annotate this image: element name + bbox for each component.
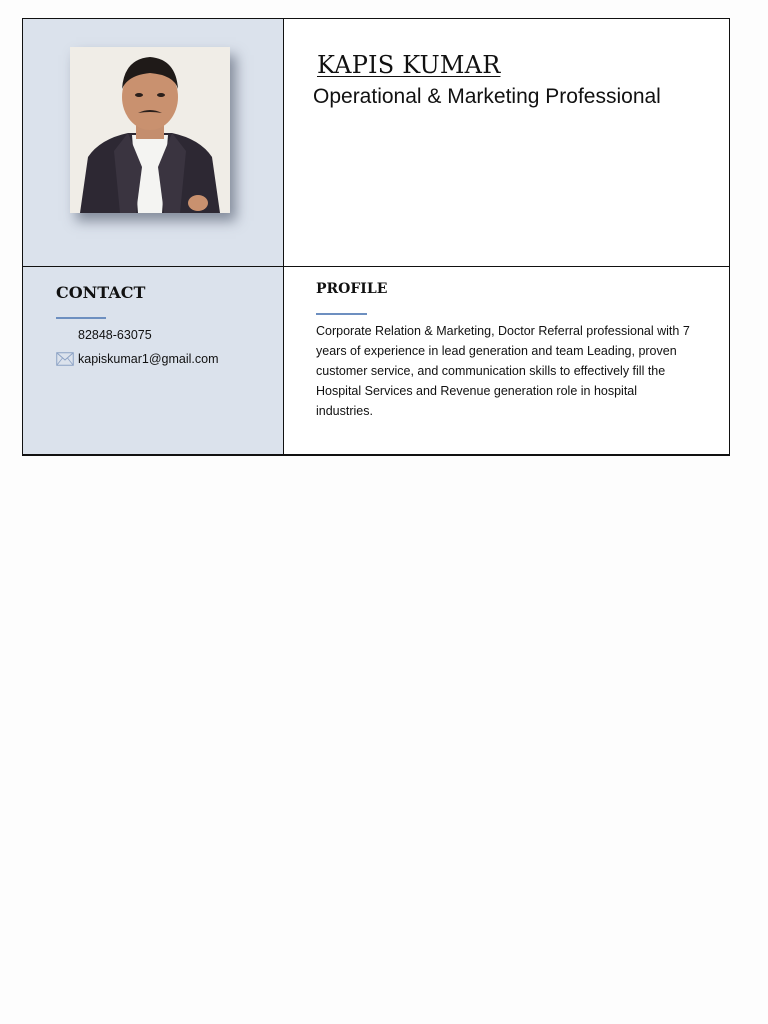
profile-photo-illustration — [70, 47, 230, 213]
profile-heading-rule — [316, 313, 367, 315]
contact-heading: CONTACT — [56, 283, 146, 302]
section-divider — [23, 266, 729, 267]
profile-heading: PROFILE — [316, 281, 388, 297]
contact-heading-rule — [56, 317, 106, 319]
job-title: Operational & Marketing Professional — [313, 85, 661, 108]
envelope-icon — [56, 352, 74, 366]
resume-card — [22, 18, 730, 456]
profile-photo — [70, 47, 230, 213]
email-address[interactable]: kapiskumar1@gmail.com — [78, 352, 219, 366]
email-row — [56, 352, 219, 366]
profile-summary: Corporate Relation & Marketing, Doctor Referral professional with 7 years of experience in lead generation and team Leading, proven customer service, and communication skills to effectively fill the Hospital Services and Revenue generation role in hospital industries. — [316, 324, 690, 418]
phone-number: 82848-63075 — [78, 328, 152, 342]
candidate-name: KAPIS KUMAR — [317, 51, 501, 79]
